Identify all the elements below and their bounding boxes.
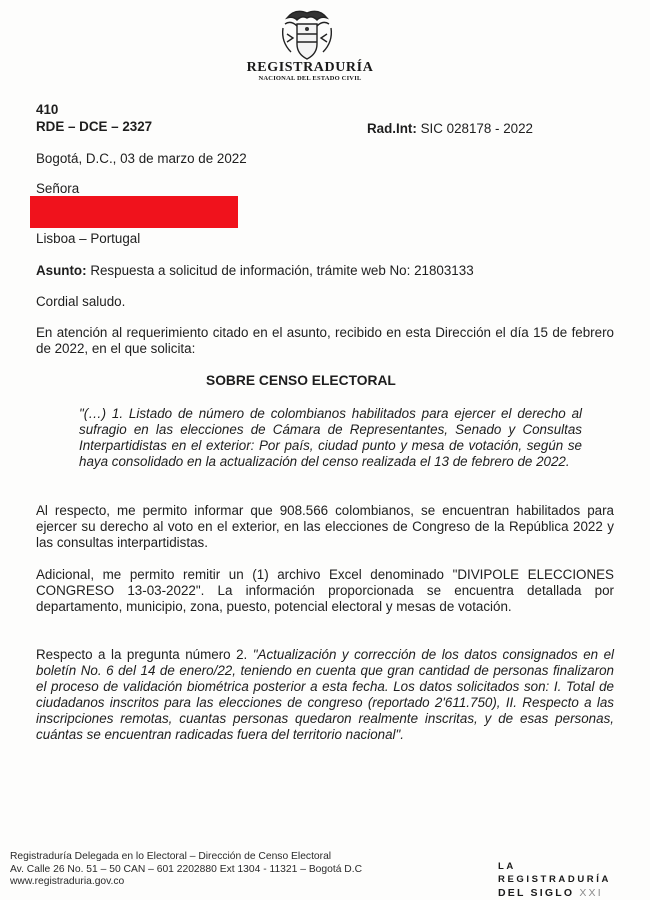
section-title: SOBRE CENSO ELECTORAL — [206, 373, 396, 388]
brand-header — [180, 60, 440, 83]
redacted-name — [30, 196, 238, 228]
footer-address: Av. Calle 26 No. 51 – 50 CAN – 601 2202880 Ext 1304 - 11321 – Bogotá D.C — [10, 863, 363, 875]
subject-text: Respuesta a solicitud de información, trámite web No: 21803133 — [90, 263, 474, 278]
coat-of-arms-logo — [277, 4, 337, 64]
location: Lisboa – Portugal — [36, 231, 141, 246]
subject-label: Asunto: — [36, 263, 87, 278]
rad-label: Rad.Int: — [367, 121, 417, 136]
question-lead: Respecto a la pregunta número 2. — [36, 647, 248, 662]
greeting: Cordial saludo. — [36, 294, 126, 309]
quoted-request: "(…) 1. Listado de número de colombianos habilitados para ejercer el derecho al sufragio en las elecciones de Cámara de Representantes, Senado y Consultas Interpartidistas en el exterior: Por país, ciudad punto y mesa de votación, según se haya consolidado en la actualización del censo realizada el 13 de febrero de 2022. — [79, 406, 582, 469]
document-number: 410 — [36, 102, 59, 117]
paragraph-question-2 — [36, 647, 614, 743]
logo-siglo: DEL SIGLO — [498, 887, 575, 899]
salutation: Señora — [36, 181, 80, 196]
brand-name: REGISTRADURÍA — [246, 60, 374, 75]
logo-xxi: XXI — [579, 887, 603, 899]
logo-line-1: LA REGISTRADURÍA — [498, 861, 611, 885]
footer-office: Registraduría Delegada en lo Electoral – Dirección de Censo Electoral — [10, 851, 332, 862]
paragraph-excel: Adicional, me permito remitir un (1) archivo Excel denominado "DIVIPOLE ELECCIONES CONGRESO 13-03-2022". La información proporcionada se encuentra detallada por departamento, municipio, zona, puesto, potencial electoral y mesas de votación. — [36, 567, 614, 614]
logo-line-2 — [498, 886, 628, 900]
footer-contact — [10, 851, 362, 889]
footer-website: www.registraduria.gov.co — [10, 876, 125, 887]
intro-paragraph: En atención al requerimiento citado en el asunto, recibido en esta Dirección el día 15 de febrero de 2022, en el que solicita: — [36, 325, 614, 356]
date-line: Bogotá, D.C., 03 de marzo de 2022 — [36, 151, 247, 166]
paragraph-voters: Al respecto, me permito informar que 908.566 colombianos, se encuentran habilitados para ejercer su derecho al voto en el exterior, en las elecciones de Congreso de la República 2022 y las consultas interpartidistas. — [36, 503, 614, 550]
rad-int — [367, 121, 533, 137]
rad-value: SIC 028178 - 2022 — [420, 121, 533, 136]
document-reference: RDE – DCE – 2327 — [36, 119, 153, 134]
brand-subtitle: NACIONAL DEL ESTADO CIVIL — [258, 75, 362, 82]
question-quote: "Actualización y corrección de los datos consignados en el boletín No. 6 del 14 de enero/22, teniendo en cuenta que gran cantidad de personas finalizaron el proceso de validación biométrica posterior a esta fecha. Los datos solicitados son: I. Total de ciudadanos inscritos para las elecciones de congreso (reportado 2'611.750), II. Respecto a las inscripciones remotas, cuantas personas quedaron realmente inscritas, y de esas personas, cuántas se encuentran radicadas fuera del territorio nacional". — [36, 647, 614, 742]
siglo-xxi-logo — [498, 860, 628, 900]
subject-line — [36, 263, 474, 279]
